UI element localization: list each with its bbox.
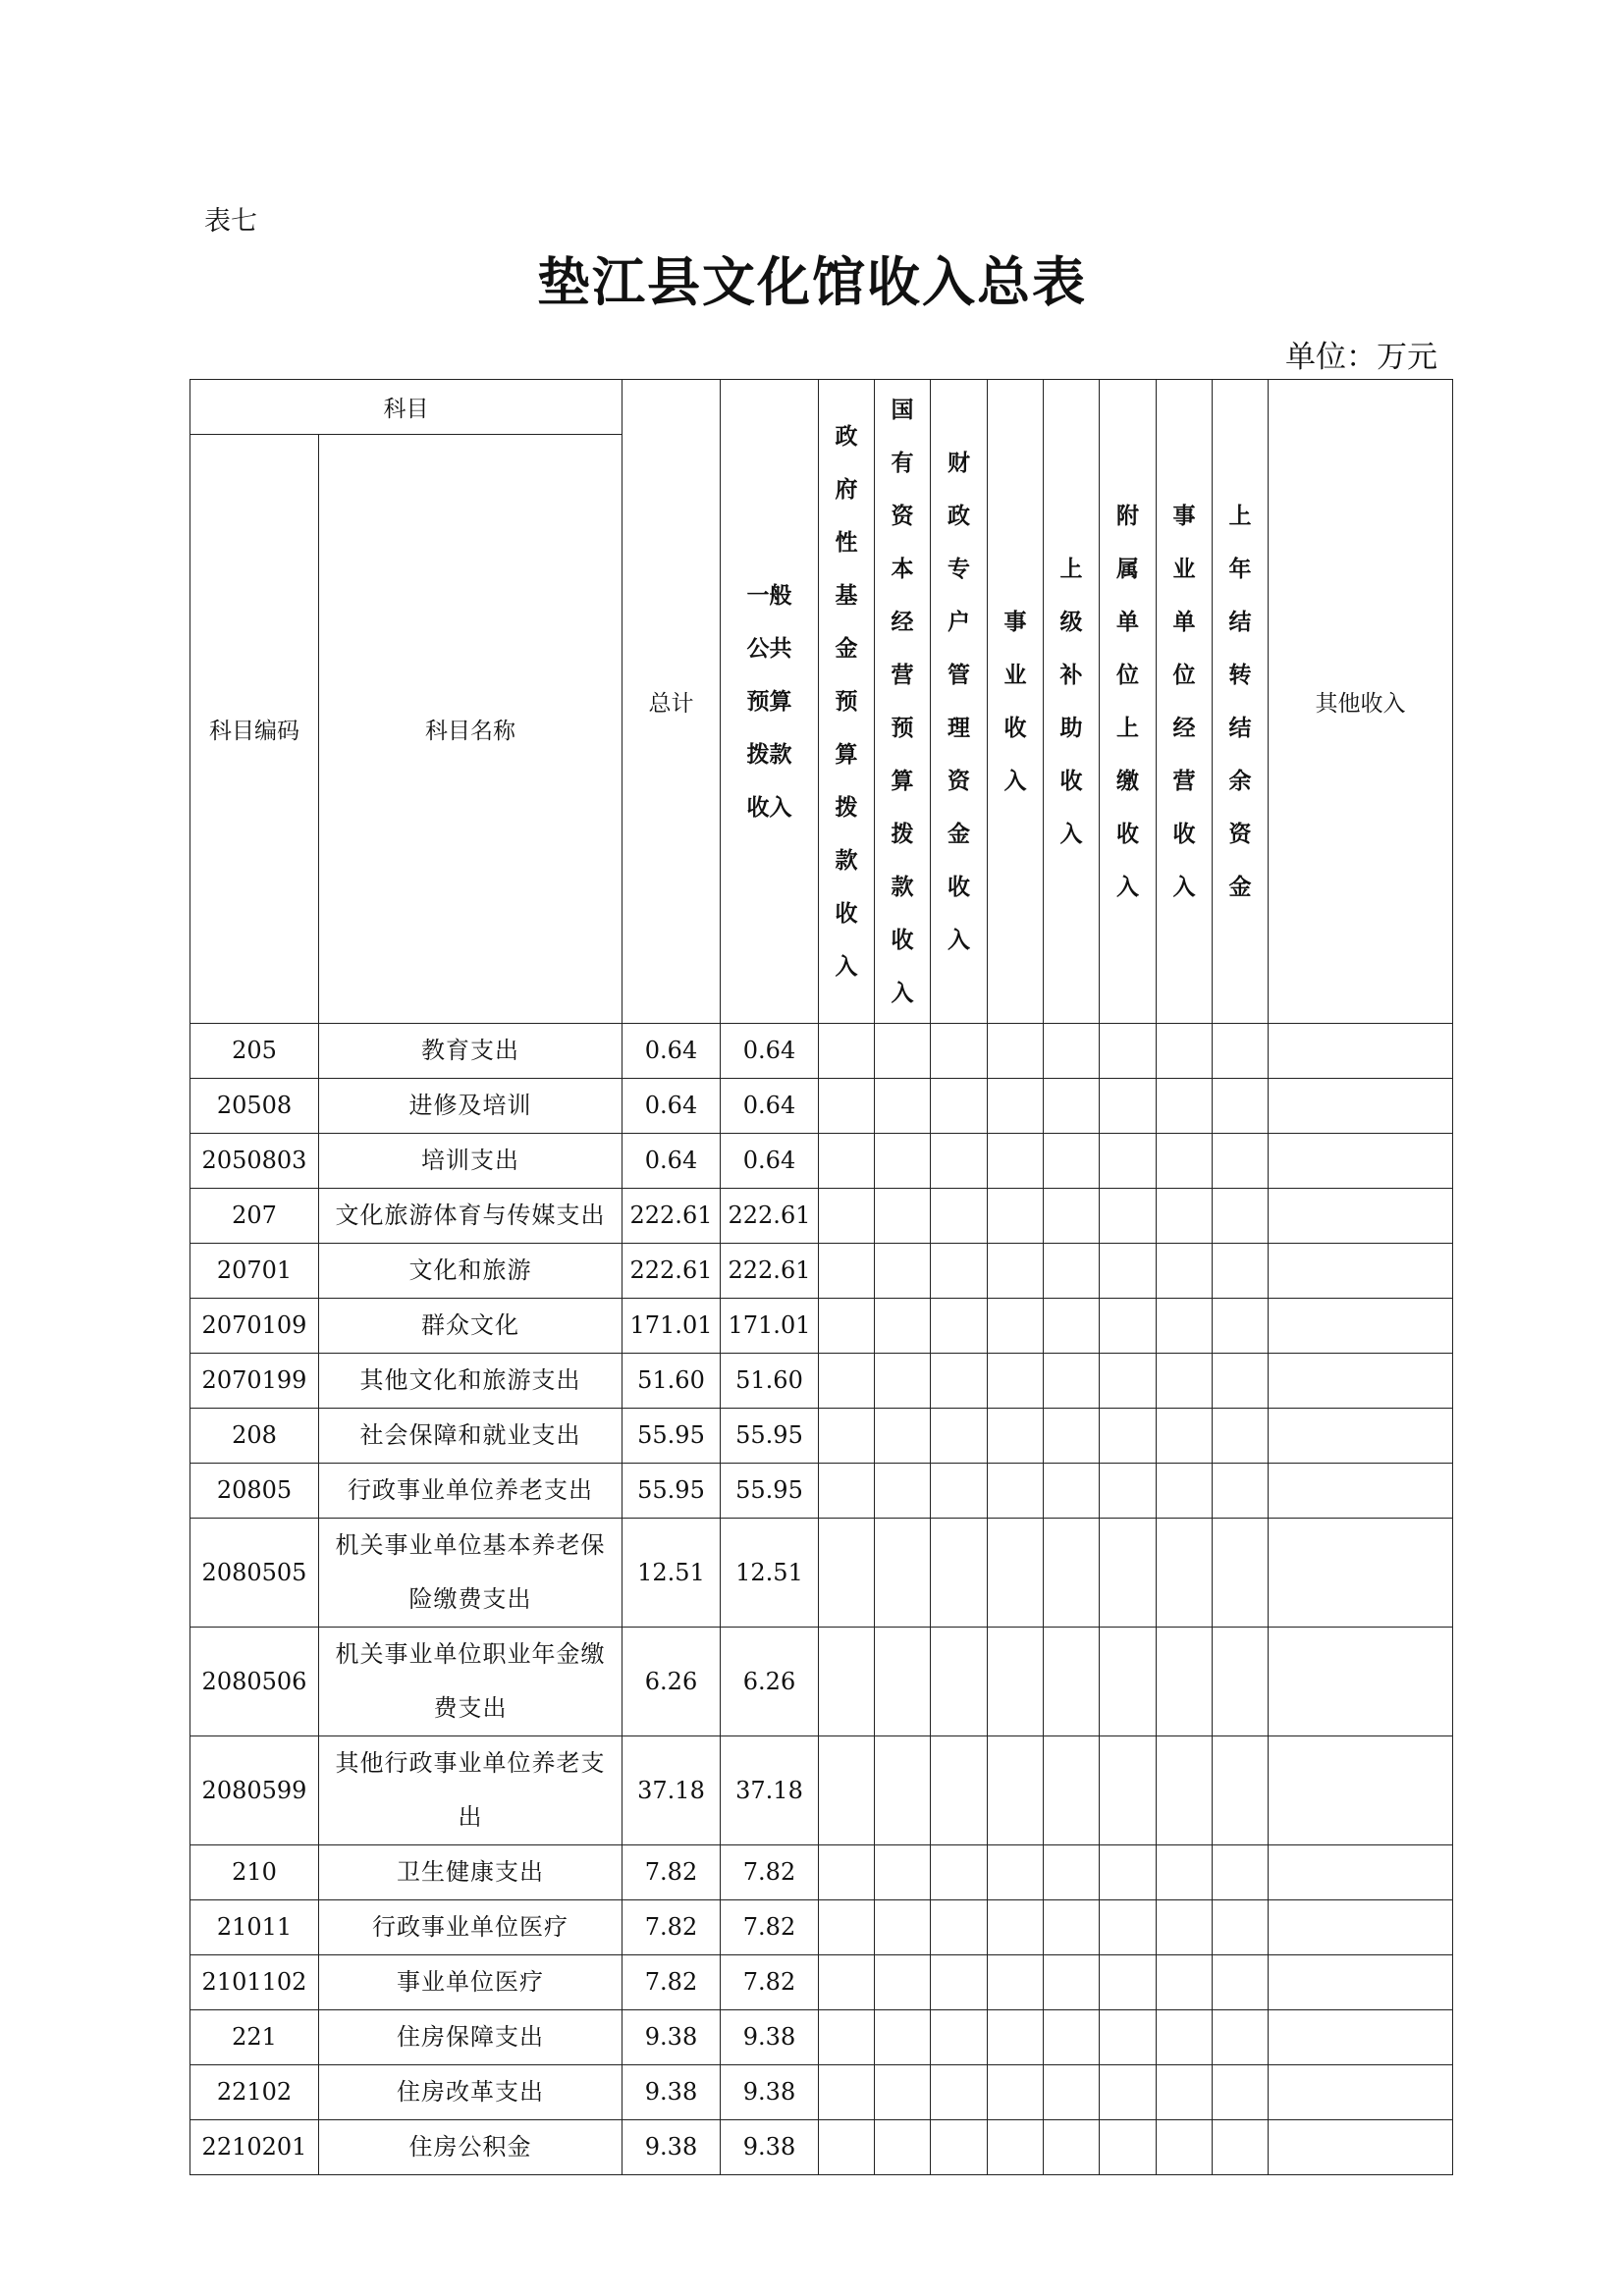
cell-empty <box>1044 1299 1100 1354</box>
cell-general-budget: 6.26 <box>721 1628 819 1736</box>
cell-empty <box>1044 1464 1100 1519</box>
cell-empty <box>819 2120 875 2175</box>
cell-empty <box>931 2010 988 2065</box>
cell-code: 2101102 <box>190 1955 319 2010</box>
cell-empty <box>1157 1024 1213 1079</box>
table-row <box>190 1079 1453 1134</box>
unit-label: 单位：万元 <box>1285 340 1437 375</box>
cell-empty <box>1213 1244 1269 1299</box>
cell-empty <box>819 1134 875 1189</box>
cell-empty <box>1157 2065 1213 2120</box>
cell-empty <box>875 1519 931 1628</box>
cell-total: 6.26 <box>623 1628 721 1736</box>
cell-empty <box>1044 1134 1100 1189</box>
cell-empty <box>1100 1244 1157 1299</box>
cell-empty <box>1269 1955 1453 2010</box>
cell-empty <box>1100 2120 1157 2175</box>
cell-name: 教育支出 <box>319 1024 623 1079</box>
cell-name: 住房公积金 <box>319 2120 623 2175</box>
cell-empty <box>1100 1628 1157 1736</box>
cell-empty <box>1100 2065 1157 2120</box>
cell-empty <box>988 1900 1044 1955</box>
table-row <box>190 1464 1453 1519</box>
cell-empty <box>1269 2010 1453 2065</box>
cell-empty <box>819 1024 875 1079</box>
cell-empty <box>1269 1024 1453 1079</box>
cell-total: 55.95 <box>623 1464 721 1519</box>
cell-empty <box>1100 1955 1157 2010</box>
cell-name: 机关事业单位职业年金缴费支出 <box>319 1628 623 1736</box>
cell-empty <box>1213 1628 1269 1736</box>
cell-code: 205 <box>190 1024 319 1079</box>
cell-empty <box>875 1464 931 1519</box>
cell-empty <box>819 1845 875 1900</box>
cell-empty <box>1157 1299 1213 1354</box>
cell-empty <box>988 1519 1044 1628</box>
cell-general-budget: 9.38 <box>721 2065 819 2120</box>
cell-empty <box>1044 2065 1100 2120</box>
cell-name: 行政事业单位医疗 <box>319 1900 623 1955</box>
table-row <box>190 1189 1453 1244</box>
cell-empty <box>988 1464 1044 1519</box>
header-special-fund: 财政专户管理资金收入 <box>931 380 988 1024</box>
cell-empty <box>988 1409 1044 1464</box>
cell-empty <box>1269 2065 1453 2120</box>
cell-empty <box>819 1244 875 1299</box>
cell-empty <box>988 1354 1044 1409</box>
cell-empty <box>1213 1736 1269 1845</box>
cell-empty <box>1213 1354 1269 1409</box>
cell-empty <box>1044 1024 1100 1079</box>
cell-empty <box>1269 1134 1453 1189</box>
cell-total: 7.82 <box>623 1900 721 1955</box>
cell-empty <box>931 1628 988 1736</box>
cell-empty <box>1100 1354 1157 1409</box>
cell-empty <box>1157 1244 1213 1299</box>
header-subject-group: 科目 <box>190 380 623 435</box>
cell-empty <box>1269 1519 1453 1628</box>
cell-total: 9.38 <box>623 2010 721 2065</box>
cell-empty <box>931 1244 988 1299</box>
cell-empty <box>1269 1464 1453 1519</box>
cell-name: 住房保障支出 <box>319 2010 623 2065</box>
cell-total: 222.61 <box>623 1189 721 1244</box>
table-row <box>190 2065 1453 2120</box>
cell-empty <box>875 2065 931 2120</box>
cell-empty <box>1157 1189 1213 1244</box>
header-gov-fund: 政府性基金预算拨款收入 <box>819 380 875 1024</box>
cell-empty <box>1157 1354 1213 1409</box>
cell-general-budget: 9.38 <box>721 2120 819 2175</box>
cell-empty <box>988 1189 1044 1244</box>
header-total: 总计 <box>623 380 721 1024</box>
table-row <box>190 1134 1453 1189</box>
header-code: 科目编码 <box>190 435 319 1024</box>
cell-empty <box>819 1189 875 1244</box>
cell-empty <box>988 1845 1044 1900</box>
cell-empty <box>1213 2120 1269 2175</box>
cell-empty <box>1269 1354 1453 1409</box>
cell-general-budget: 222.61 <box>721 1189 819 1244</box>
cell-general-budget: 0.64 <box>721 1024 819 1079</box>
cell-code: 2050803 <box>190 1134 319 1189</box>
cell-total: 171.01 <box>623 1299 721 1354</box>
cell-general-budget: 37.18 <box>721 1736 819 1845</box>
table-row <box>190 2010 1453 2065</box>
cell-empty <box>819 1519 875 1628</box>
cell-code: 21011 <box>190 1900 319 1955</box>
cell-empty <box>931 1134 988 1189</box>
cell-empty <box>1100 1464 1157 1519</box>
cell-empty <box>875 2120 931 2175</box>
cell-empty <box>988 2010 1044 2065</box>
cell-code: 210 <box>190 1845 319 1900</box>
cell-empty <box>931 1024 988 1079</box>
header-business: 事业收入 <box>988 380 1044 1024</box>
cell-empty <box>1100 2010 1157 2065</box>
table-row <box>190 1244 1453 1299</box>
cell-empty <box>875 1299 931 1354</box>
cell-empty <box>1269 1845 1453 1900</box>
cell-code: 20508 <box>190 1079 319 1134</box>
cell-empty <box>1213 2010 1269 2065</box>
cell-empty <box>931 1955 988 2010</box>
cell-total: 0.64 <box>623 1024 721 1079</box>
cell-empty <box>931 1736 988 1845</box>
cell-general-budget: 12.51 <box>721 1519 819 1628</box>
cell-empty <box>875 1079 931 1134</box>
cell-empty <box>988 1079 1044 1134</box>
cell-name: 其他行政事业单位养老支出 <box>319 1736 623 1845</box>
cell-general-budget: 7.82 <box>721 1955 819 2010</box>
cell-empty <box>875 1845 931 1900</box>
cell-empty <box>1044 1845 1100 1900</box>
cell-code: 208 <box>190 1409 319 1464</box>
cell-empty <box>1157 2120 1213 2175</box>
cell-empty <box>1044 2120 1100 2175</box>
cell-empty <box>931 1845 988 1900</box>
cell-empty <box>988 1628 1044 1736</box>
cell-general-budget: 55.95 <box>721 1409 819 1464</box>
cell-empty <box>988 2120 1044 2175</box>
cell-empty <box>1269 1189 1453 1244</box>
cell-empty <box>931 1354 988 1409</box>
cell-empty <box>988 1024 1044 1079</box>
cell-name: 文化和旅游 <box>319 1244 623 1299</box>
cell-empty <box>1269 1628 1453 1736</box>
income-table <box>189 379 1453 2175</box>
cell-empty <box>1157 1628 1213 1736</box>
cell-empty <box>1044 1955 1100 2010</box>
table-label: 表七 <box>204 206 257 237</box>
cell-name: 其他文化和旅游支出 <box>319 1354 623 1409</box>
cell-empty <box>1044 1628 1100 1736</box>
cell-empty <box>819 2010 875 2065</box>
cell-general-budget: 171.01 <box>721 1299 819 1354</box>
cell-code: 2070109 <box>190 1299 319 1354</box>
cell-empty <box>1100 1189 1157 1244</box>
header-operation: 事业单位经营收入 <box>1157 380 1213 1024</box>
cell-empty <box>988 2065 1044 2120</box>
cell-empty <box>931 1299 988 1354</box>
cell-empty <box>1213 1464 1269 1519</box>
cell-empty <box>819 1409 875 1464</box>
table-row <box>190 1354 1453 1409</box>
cell-empty <box>931 1519 988 1628</box>
cell-empty <box>931 1900 988 1955</box>
cell-total: 0.64 <box>623 1079 721 1134</box>
cell-empty <box>1044 1354 1100 1409</box>
cell-empty <box>819 1079 875 1134</box>
cell-general-budget: 222.61 <box>721 1244 819 1299</box>
cell-code: 20701 <box>190 1244 319 1299</box>
cell-empty <box>1157 1079 1213 1134</box>
cell-empty <box>1269 2120 1453 2175</box>
cell-empty <box>875 1736 931 1845</box>
header-name: 科目名称 <box>319 435 623 1024</box>
cell-empty <box>1213 1189 1269 1244</box>
cell-total: 51.60 <box>623 1354 721 1409</box>
cell-empty <box>1100 1134 1157 1189</box>
cell-empty <box>1100 1024 1157 1079</box>
cell-code: 20805 <box>190 1464 319 1519</box>
cell-code: 221 <box>190 2010 319 2065</box>
cell-empty <box>1213 1079 1269 1134</box>
cell-empty <box>819 1628 875 1736</box>
cell-general-budget: 0.64 <box>721 1079 819 1134</box>
cell-empty <box>1100 1409 1157 1464</box>
cell-code: 207 <box>190 1189 319 1244</box>
cell-empty <box>1100 1900 1157 1955</box>
cell-empty <box>1044 1519 1100 1628</box>
cell-name: 机关事业单位基本养老保险缴费支出 <box>319 1519 623 1628</box>
cell-total: 9.38 <box>623 2120 721 2175</box>
cell-empty <box>1213 1519 1269 1628</box>
cell-empty <box>988 1299 1044 1354</box>
cell-total: 55.95 <box>623 1409 721 1464</box>
cell-empty <box>1044 1900 1100 1955</box>
cell-empty <box>875 1900 931 1955</box>
cell-empty <box>988 1134 1044 1189</box>
cell-empty <box>875 1955 931 2010</box>
cell-empty <box>1157 1464 1213 1519</box>
cell-empty <box>1213 1024 1269 1079</box>
table-row <box>190 1024 1453 1079</box>
cell-total: 0.64 <box>623 1134 721 1189</box>
cell-code: 2070199 <box>190 1354 319 1409</box>
cell-empty <box>875 1409 931 1464</box>
cell-empty <box>819 1299 875 1354</box>
cell-empty <box>1213 1900 1269 1955</box>
cell-name: 进修及培训 <box>319 1079 623 1134</box>
table-row <box>190 1628 1453 1736</box>
cell-code: 2210201 <box>190 2120 319 2175</box>
cell-empty <box>1044 1736 1100 1845</box>
cell-empty <box>1100 1519 1157 1628</box>
header-general-budget: 一般公共预算拨款收入 <box>721 380 819 1024</box>
header-other: 其他收入 <box>1269 380 1453 1024</box>
cell-empty <box>931 1464 988 1519</box>
cell-total: 7.82 <box>623 1845 721 1900</box>
cell-empty <box>1100 1079 1157 1134</box>
cell-empty <box>1157 1409 1213 1464</box>
cell-general-budget: 51.60 <box>721 1354 819 1409</box>
cell-empty <box>875 1244 931 1299</box>
cell-code: 2080505 <box>190 1519 319 1628</box>
cell-general-budget: 55.95 <box>721 1464 819 1519</box>
cell-empty <box>875 1134 931 1189</box>
cell-empty <box>1213 1134 1269 1189</box>
cell-empty <box>1157 1134 1213 1189</box>
cell-empty <box>931 2120 988 2175</box>
cell-empty <box>1044 1409 1100 1464</box>
cell-general-budget: 7.82 <box>721 1845 819 1900</box>
cell-empty <box>1044 1244 1100 1299</box>
cell-name: 住房改革支出 <box>319 2065 623 2120</box>
cell-name: 文化旅游体育与传媒支出 <box>319 1189 623 1244</box>
cell-empty <box>1100 1845 1157 1900</box>
cell-name: 行政事业单位养老支出 <box>319 1464 623 1519</box>
page-title: 垫江县文化馆收入总表 <box>537 250 1087 313</box>
cell-empty <box>875 2010 931 2065</box>
cell-empty <box>875 1189 931 1244</box>
cell-empty <box>1157 1519 1213 1628</box>
cell-empty <box>1044 1189 1100 1244</box>
cell-empty <box>1157 1845 1213 1900</box>
table-row <box>190 1409 1453 1464</box>
cell-empty <box>1269 1409 1453 1464</box>
cell-code: 2080506 <box>190 1628 319 1736</box>
cell-empty <box>819 1354 875 1409</box>
cell-empty <box>1269 1900 1453 1955</box>
header-affiliated: 附属单位上缴收入 <box>1100 380 1157 1024</box>
cell-empty <box>931 1409 988 1464</box>
cell-empty <box>988 1955 1044 2010</box>
cell-name: 卫生健康支出 <box>319 1845 623 1900</box>
cell-empty <box>1213 1409 1269 1464</box>
cell-empty <box>875 1354 931 1409</box>
cell-empty <box>819 1955 875 2010</box>
cell-empty <box>819 2065 875 2120</box>
cell-empty <box>931 2065 988 2120</box>
cell-name: 培训支出 <box>319 1134 623 1189</box>
cell-code: 22102 <box>190 2065 319 2120</box>
cell-empty <box>1269 1244 1453 1299</box>
cell-empty <box>1213 1845 1269 1900</box>
table-row <box>190 1900 1453 1955</box>
cell-empty <box>1213 1955 1269 2010</box>
cell-total: 7.82 <box>623 1955 721 2010</box>
header-state-capital: 国有资本经营预算拨款收入 <box>875 380 931 1024</box>
cell-total: 12.51 <box>623 1519 721 1628</box>
cell-name: 社会保障和就业支出 <box>319 1409 623 1464</box>
cell-empty <box>1044 1079 1100 1134</box>
cell-empty <box>1044 2010 1100 2065</box>
cell-empty <box>1157 1955 1213 2010</box>
cell-empty <box>819 1900 875 1955</box>
cell-empty <box>819 1736 875 1845</box>
cell-empty <box>1269 1079 1453 1134</box>
cell-general-budget: 9.38 <box>721 2010 819 2065</box>
cell-empty <box>1213 2065 1269 2120</box>
table-row <box>190 1955 1453 2010</box>
header-carryover: 上年结转结余资金 <box>1213 380 1269 1024</box>
cell-general-budget: 7.82 <box>721 1900 819 1955</box>
cell-total: 37.18 <box>623 1736 721 1845</box>
cell-empty <box>931 1079 988 1134</box>
cell-empty <box>1157 1900 1213 1955</box>
cell-name: 群众文化 <box>319 1299 623 1354</box>
cell-empty <box>1157 1736 1213 1845</box>
table-row <box>190 2120 1453 2175</box>
cell-name: 事业单位医疗 <box>319 1955 623 2010</box>
table-row <box>190 1519 1453 1628</box>
table-row <box>190 1736 1453 1845</box>
cell-empty <box>988 1244 1044 1299</box>
cell-empty <box>1100 1299 1157 1354</box>
cell-code: 2080599 <box>190 1736 319 1845</box>
cell-empty <box>1269 1299 1453 1354</box>
header-superior-subsidy: 上级补助收入 <box>1044 380 1100 1024</box>
cell-empty <box>875 1024 931 1079</box>
cell-total: 9.38 <box>623 2065 721 2120</box>
cell-empty <box>875 1628 931 1736</box>
cell-empty <box>1269 1736 1453 1845</box>
cell-empty <box>1100 1736 1157 1845</box>
cell-general-budget: 0.64 <box>721 1134 819 1189</box>
cell-empty <box>1157 2010 1213 2065</box>
cell-empty <box>819 1464 875 1519</box>
table-row <box>190 1299 1453 1354</box>
cell-empty <box>988 1736 1044 1845</box>
table-row <box>190 1845 1453 1900</box>
cell-empty <box>931 1189 988 1244</box>
cell-empty <box>1213 1299 1269 1354</box>
cell-total: 222.61 <box>623 1244 721 1299</box>
